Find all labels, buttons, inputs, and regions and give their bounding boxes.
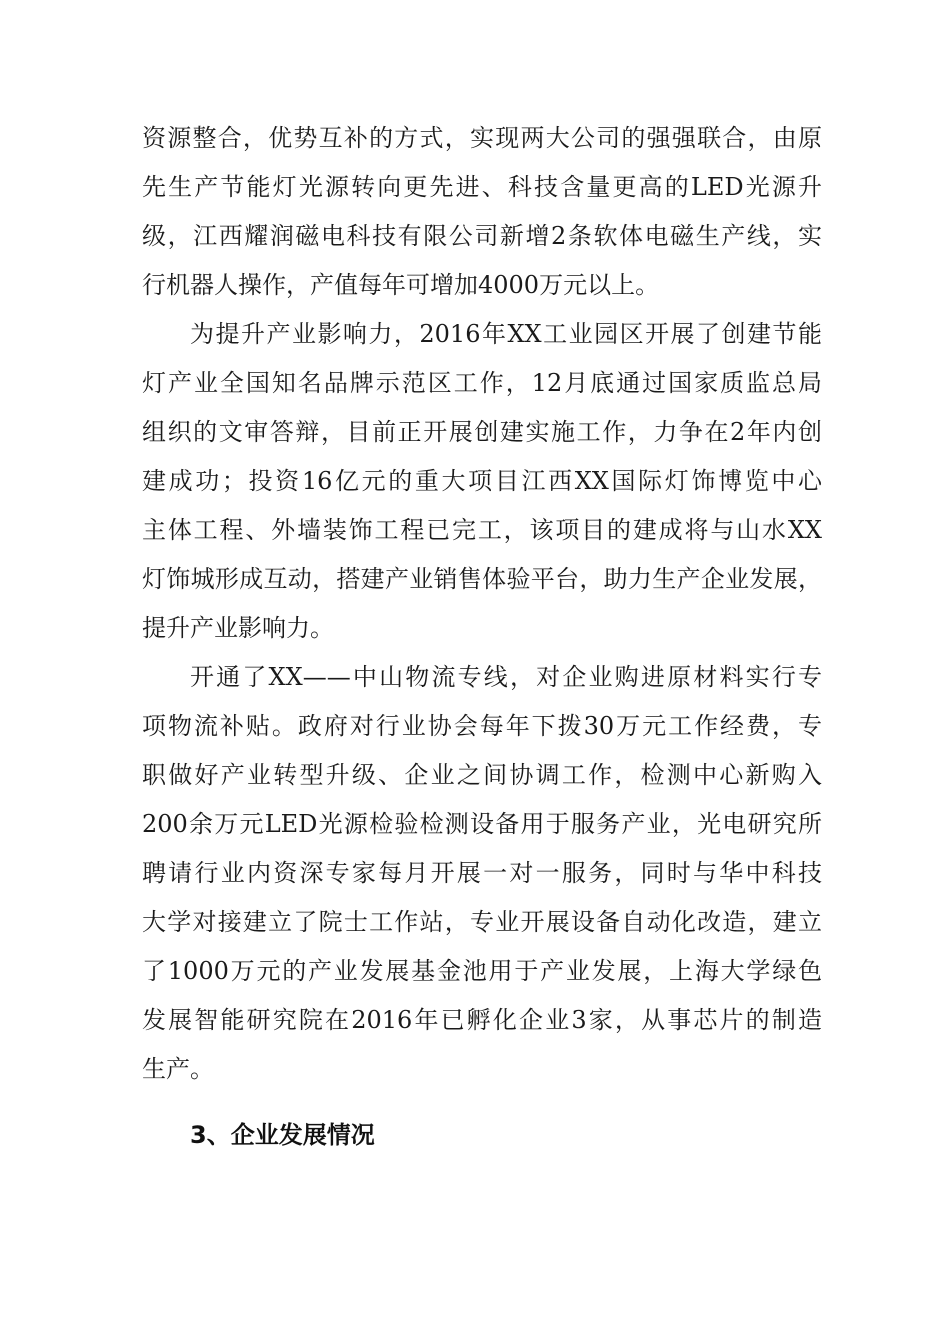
text-line: 资源整合，优势互补的方式，实现两大公司的强强联合，由原 — [142, 124, 822, 152]
text-line: 先生产节能灯光源转向更先进、科技含量更高的LED光源升 — [142, 173, 822, 201]
text-line: 级，江西耀润磁电科技有限公司新增2条软体电磁生产线，实 — [142, 222, 822, 250]
section-heading: 3、企业发展情况 — [190, 1121, 375, 1149]
text-line: 大学对接建立了院士工作站，专业开展设备自动化改造，建立 — [142, 908, 822, 936]
text-line: 项物流补贴。政府对行业协会每年下拨30万元工作经费，专 — [142, 712, 822, 740]
text-line: 开通了XX——中山物流专线，对企业购进原材料实行专 — [190, 663, 822, 691]
text-line: 主体工程、外墙装饰工程已完工，该项目的建成将与山水XX — [142, 516, 822, 544]
text-line: 灯产业全国知名品牌示范区工作，12月底通过国家质监总局 — [142, 369, 822, 397]
paragraph-1 — [142, 114, 822, 310]
text-line: 发展智能研究院在2016年已孵化企业3家，从事芯片的制造 — [142, 1006, 822, 1034]
text-line: 提升产业影响力。 — [142, 614, 334, 642]
document-body — [142, 114, 822, 1094]
text-line: 职做好产业转型升级、企业之间协调工作，检测中心新购入 — [142, 761, 822, 789]
text-line: 行机器人操作，产值每年可增加4000万元以上。 — [142, 271, 660, 299]
text-line: 聘请行业内资深专家每月开展一对一服务，同时与华中科技 — [142, 859, 822, 887]
text-line: 建成功；投资16亿元的重大项目江西XX国际灯饰博览中心 — [142, 467, 822, 495]
text-line: 了1000万元的产业发展基金池用于产业发展，上海大学绿色 — [142, 957, 822, 985]
text-line: 生产。 — [142, 1055, 214, 1083]
text-line: 200余万元LED光源检验检测设备用于服务产业，光电研究所 — [142, 810, 822, 838]
paragraph-3 — [142, 653, 822, 1094]
text-line: 灯饰城形成互动，搭建产业销售体验平台，助力生产企业发展， — [142, 565, 822, 593]
paragraph-2 — [142, 310, 822, 653]
text-line: 组织的文审答辩，目前正开展创建实施工作，力争在2年内创 — [142, 418, 822, 446]
text-line: 为提升产业影响力，2016年XX工业园区开展了创建节能 — [190, 320, 822, 348]
